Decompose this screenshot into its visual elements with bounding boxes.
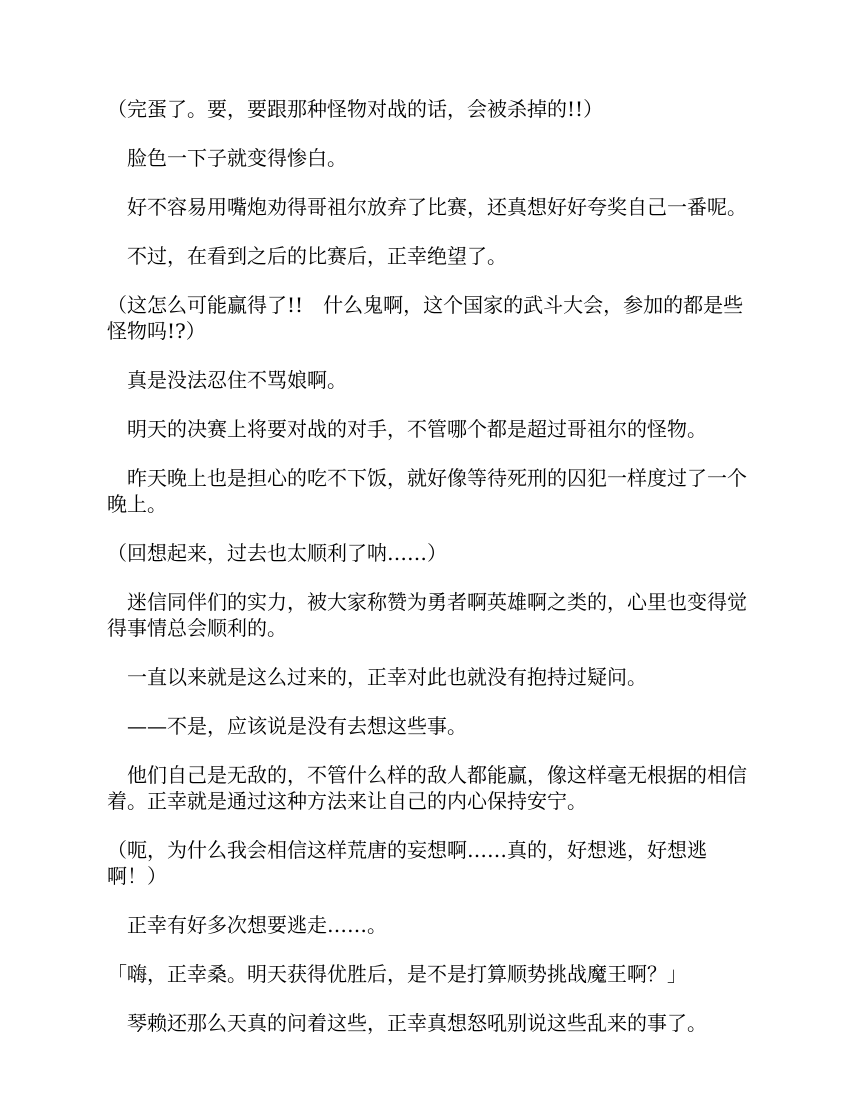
paragraph-gap [107,517,747,540]
paragraph-gap [107,690,747,713]
paragraph-gap [107,171,747,194]
paragraph-gap [107,269,747,292]
paragraph-17: 琴赖还那么天真的问着这些，正幸真想怒吼别说这些乱来的事了。 [107,1011,707,1035]
paragraph-13: 他们自己是无敌的，不管什么样的敌人都能赢，像这样毫无根据的相信着。正幸就是通过这种方法来让自己的内心保持安宁。 [107,763,747,813]
paragraph-5: （这怎么可能赢得了!! 什么鬼啊，这个国家的武斗大会，参加的都是些怪物吗!?） [107,293,744,343]
paragraph-14: （呃，为什么我会相信这样荒唐的妄想啊……真的，好想逃，好想逃啊！） [107,838,707,888]
paragraph-gap [107,442,747,465]
paragraph-2: 脸色一下子就变得惨白。 [107,146,347,170]
paragraph-1: （完蛋了。要，要跟那种怪物对战的话，会被杀掉的!!） [107,97,604,121]
paragraph-7: 明天的决赛上将要对战的对手，不管哪个都是超过哥祖尔的怪物。 [107,417,707,441]
paragraph-gap [107,393,747,416]
paragraph-12: ——不是，应该说是没有去想这些事。 [107,714,467,738]
paragraph-gap [107,566,747,589]
paragraph-9: （回想起来，过去也太顺利了呐……） [107,541,447,565]
paragraph-gap [107,938,747,961]
paragraph-8: 昨天晚上也是担心的吃不下饭，就好像等待死刑的囚犯一样度过了一个晚上。 [107,466,747,516]
paragraph-4: 不过，在看到之后的比赛后，正幸绝望了。 [107,244,507,268]
paragraph-15: 正幸有好多次想要逃走……。 [107,913,387,937]
paragraph-gap [107,739,747,762]
paragraph-16: 「嗨，正幸桑。明天获得优胜后，是不是打算顺势挑战魔王啊？」 [107,962,687,986]
paragraph-10: 迷信同伴们的实力，被大家称赞为勇者啊英雄啊之类的，心里也变得觉得事情总会顺利的。 [107,590,747,640]
paragraph-gap [107,814,747,837]
paragraph-gap [107,122,747,145]
paragraph-gap [107,987,747,1010]
paragraph-gap [107,344,747,367]
paragraph-11: 一直以来就是这么过来的，正幸对此也就没有抱持过疑问。 [107,665,647,689]
document-body [107,96,747,1036]
paragraph-gap [107,220,747,243]
paragraph-gap [107,641,747,664]
paragraph-3: 好不容易用嘴炮劝得哥祖尔放弃了比赛，还真想好好夸奖自己一番呢。 [107,195,747,219]
paragraph-6: 真是没法忍住不骂娘啊。 [107,368,347,392]
paragraph-gap [107,889,747,912]
